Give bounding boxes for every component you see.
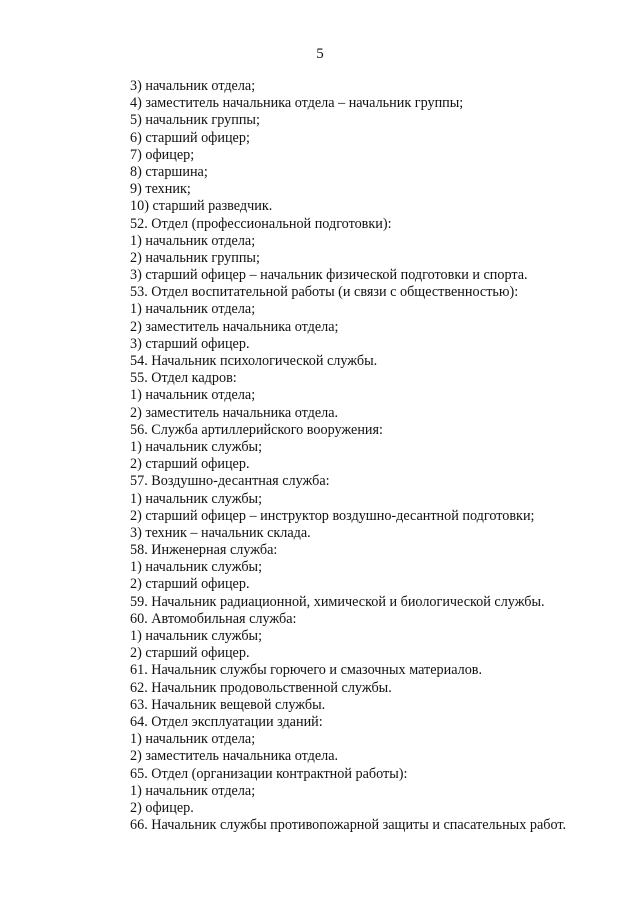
text-line: 66. Начальник службы противопожарной защиты и спасательных работ. — [130, 817, 567, 834]
text-line: 4) заместитель начальника отдела – начальник группы; — [130, 95, 464, 112]
text-line: 2) старший офицер – инструктор воздушно-десантной подготовки; — [130, 507, 535, 524]
text-line: 1) начальник отдела; — [130, 232, 256, 249]
text-line: 2) заместитель начальника отдела. — [130, 404, 339, 421]
text-line: 1) начальник отдела; — [130, 301, 256, 318]
text-line: 2) старший офицер. — [130, 645, 250, 662]
text-line: 5) начальник группы; — [130, 112, 260, 129]
text-line: 1) начальник службы; — [130, 628, 263, 644]
text-line: 3) старший офицер. — [130, 335, 250, 352]
text-line: 60. Автомобильная служба: — [130, 610, 297, 627]
text-line: 1) начальник отдела; — [130, 782, 256, 799]
text-line: 2) старший офицер. — [130, 576, 250, 593]
text-line: 9) техник; — [130, 181, 191, 198]
text-line: 8) старшина; — [130, 163, 208, 180]
text-line: 2) заместитель начальника отдела. — [130, 748, 339, 765]
text-line: 53. Отдел воспитательной работы (и связи с общественностью): — [130, 284, 519, 301]
text-line: 3) начальник отдела; — [130, 78, 256, 94]
text-line: 3) техник – начальник склада. — [130, 524, 311, 541]
text-line: 2) заместитель начальника отдела; — [130, 318, 339, 335]
text-line: 6) старший офицер; — [130, 129, 250, 146]
text-line: 1) начальник отдела; — [130, 387, 256, 404]
document-text-body — [130, 78, 620, 834]
text-line: 65. Отдел (организации контрактной работы): — [130, 765, 408, 782]
text-line: 62. Начальник продовольственной службы. — [130, 679, 392, 696]
text-line: 2) старший офицер. — [130, 456, 250, 473]
text-line: 1) начальник службы; — [130, 438, 263, 455]
text-line: 2) начальник группы; — [130, 249, 260, 266]
text-line: 64. Отдел эксплуатации зданий: — [130, 713, 323, 730]
text-line: 10) старший разведчик. — [130, 198, 273, 215]
text-line: 63. Начальник вещевой службы. — [130, 696, 326, 713]
text-line: 54. Начальник психологической службы. — [130, 353, 378, 369]
text-line: 57. Воздушно-десантная служба: — [130, 473, 330, 490]
text-line: 1) начальник службы; — [130, 559, 263, 576]
text-line: 1) начальник отдела; — [130, 731, 256, 748]
text-line: 55. Отдел кадров: — [130, 370, 237, 387]
text-line: 58. Инженерная служба: — [130, 542, 278, 559]
text-line: 2) офицер. — [130, 799, 194, 816]
text-line: 1) начальник службы; — [130, 490, 263, 507]
page-number: 5 — [316, 46, 324, 62]
text-line: 61. Начальник службы горючего и смазочных материалов. — [130, 662, 483, 679]
text-line: 52. Отдел (профессиональной подготовки): — [130, 215, 392, 232]
text-line: 7) офицер; — [130, 146, 195, 163]
text-line: 3) старший офицер – начальник физической подготовки и спорта. — [130, 267, 528, 284]
text-line: 56. Служба артиллерийского вооружения: — [130, 421, 383, 438]
text-line: 59. Начальник радиационной, химической и биологической службы. — [130, 593, 545, 610]
